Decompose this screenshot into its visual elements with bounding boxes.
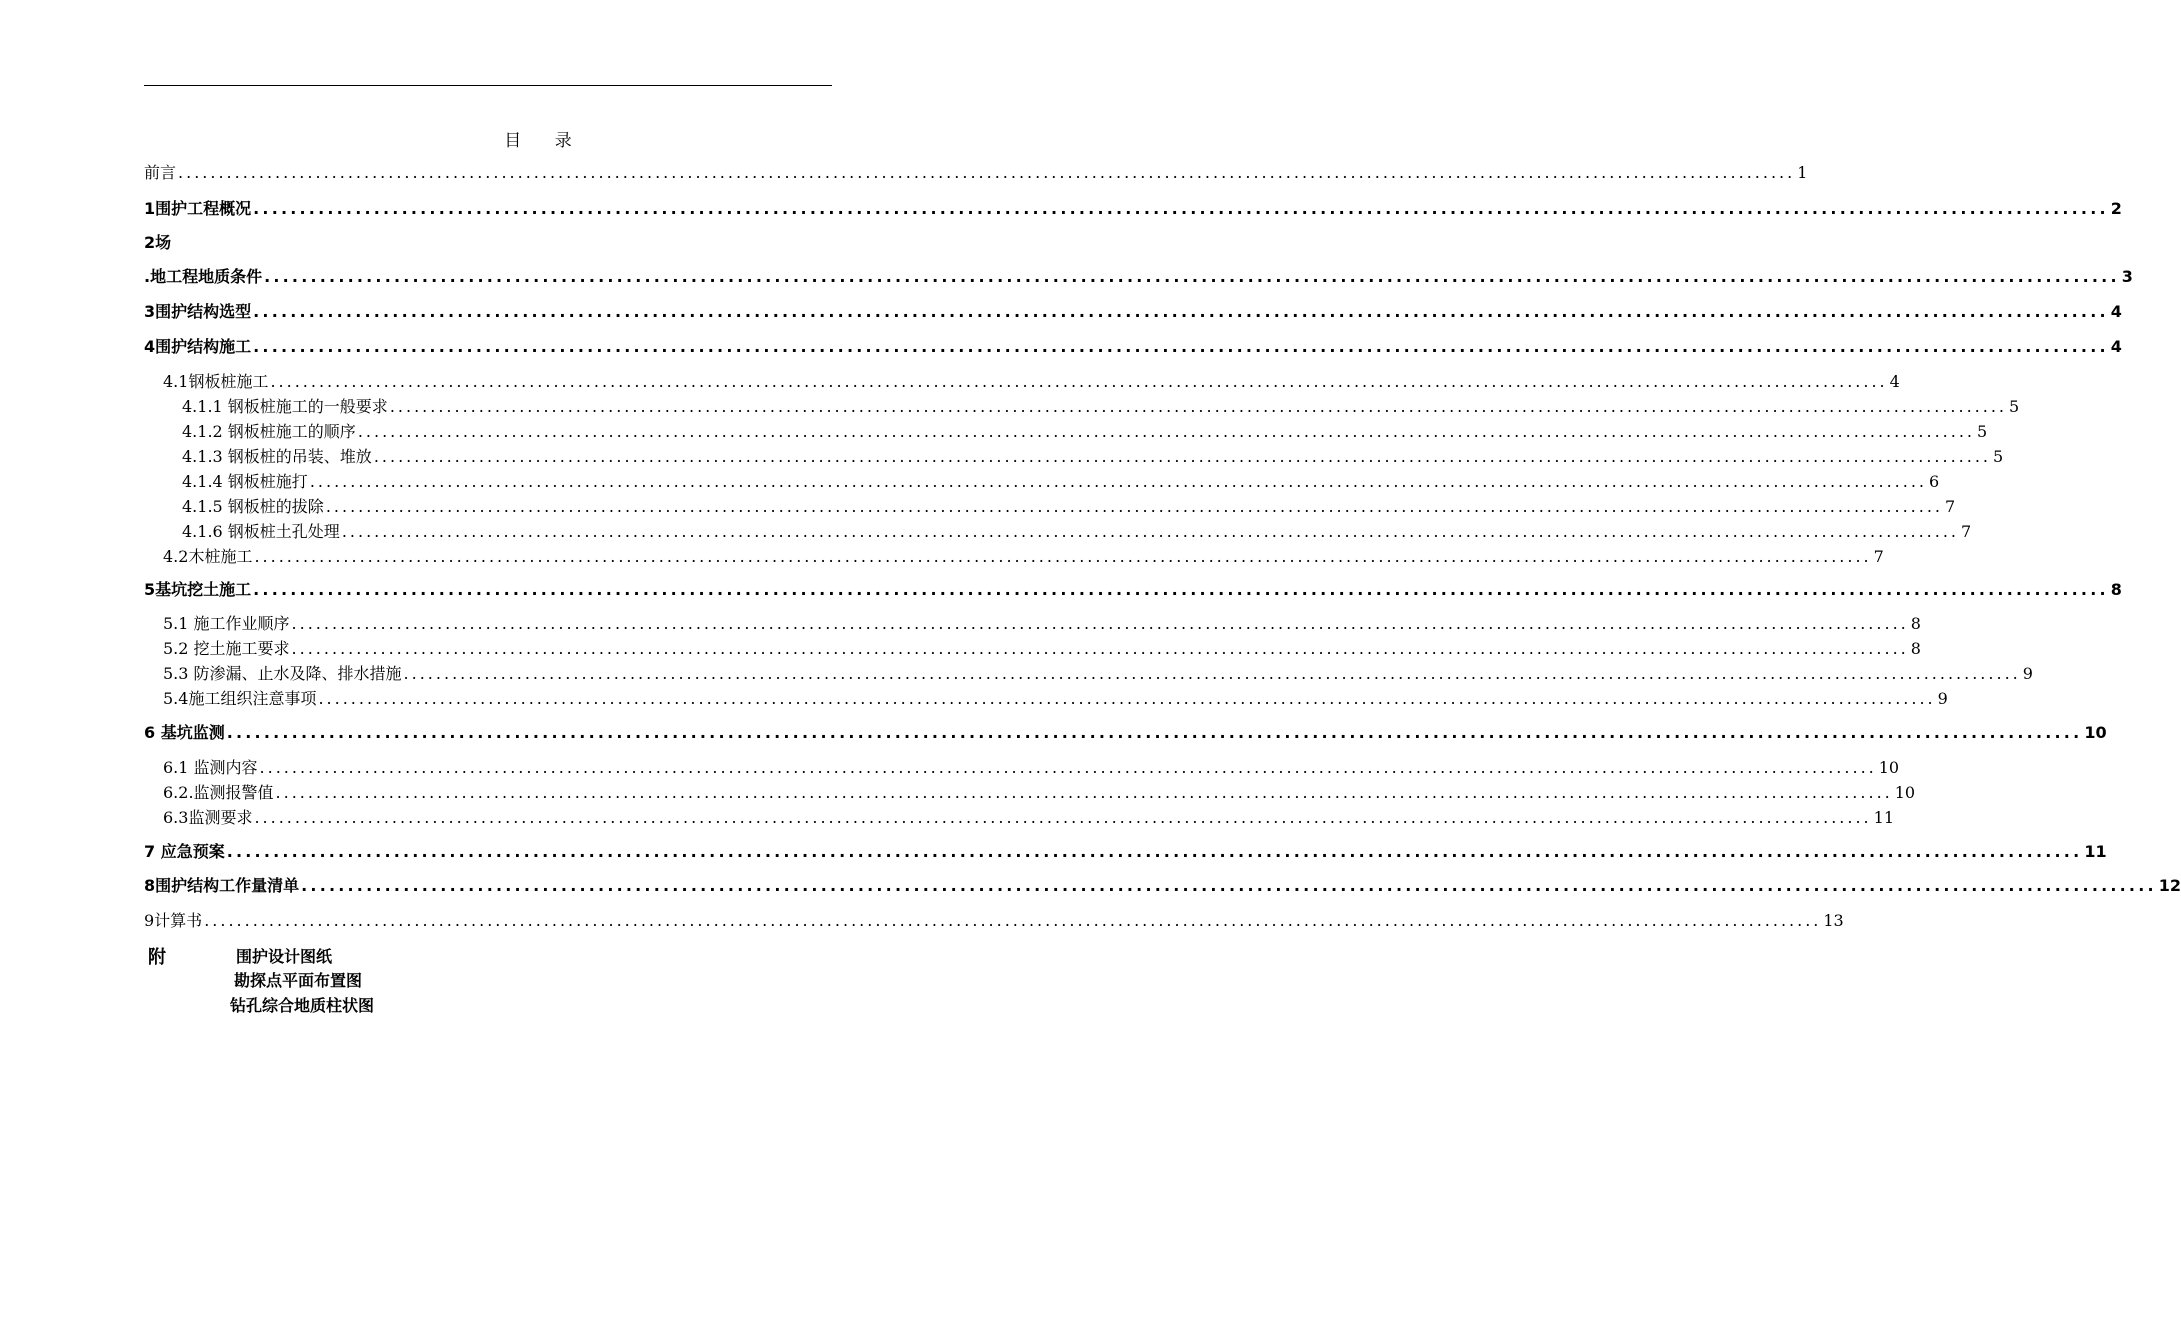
toc-entry-page-number: 7 — [1945, 497, 1956, 516]
toc-entry[interactable] — [163, 369, 1900, 392]
toc-entry-page-number: 11 — [2084, 842, 2107, 861]
toc-entry-page-number: 5 — [1993, 447, 2004, 466]
toc-leader-dots: ........................................................................................................................................................................................................ — [301, 876, 2157, 895]
toc-entry-label: .地工程地质条件 — [144, 267, 263, 286]
toc-entry-page-number: 10 — [1894, 783, 1916, 802]
toc-entry-label: 2场 — [144, 233, 172, 252]
toc-entry-page-number: 2 — [2110, 199, 2122, 218]
toc-leader-dots: ........................................................................................................................................................................................................ — [270, 372, 1888, 391]
toc-entry-label: 4.2木桩施工 — [163, 547, 253, 566]
toc-entry[interactable] — [144, 720, 2107, 743]
toc-entry-label: 9计算书 — [144, 911, 203, 930]
toc-entry[interactable] — [163, 611, 1921, 634]
toc-leader-dots: ........................................................................................................................................................................................................ — [204, 911, 1822, 930]
toc-entry[interactable] — [163, 544, 1884, 567]
toc-leader-dots: ........................................................................................................................................................................................................ — [259, 758, 1877, 777]
toc-entry-label: 5基坑挖土施工 — [144, 580, 252, 599]
toc-leader-dots: ........................................................................................................................................................................................................ — [325, 497, 1943, 516]
toc-entry-label: 8围护结构工作量清单 — [144, 876, 300, 895]
toc-entry-page-number: 8 — [1910, 639, 1921, 658]
toc-entry-label: 4围护结构施工 — [144, 337, 252, 356]
appendix-item-borehole-column: 钻孔综合地质柱状图 — [230, 996, 375, 1015]
toc-entry-label: 4.1.3 钢板桩的吊装、堆放 — [182, 447, 372, 466]
toc-entry-page-number: 4 — [2110, 337, 2122, 356]
toc-entry-label: 4.1.6 钢板桩土孔处理 — [182, 522, 340, 541]
toc-entry-label: 6 基坑监测 — [144, 723, 225, 742]
toc-entry[interactable] — [182, 419, 1988, 442]
toc-entry[interactable] — [144, 230, 832, 253]
toc-title: 目 录 — [504, 131, 586, 151]
toc-entry-page-number: 9 — [2022, 664, 2033, 683]
toc-entry[interactable] — [144, 873, 2181, 896]
toc-leader-dots: ........................................................................................................................................................................................................ — [389, 397, 2007, 416]
toc-entry-page-number: 11 — [1873, 808, 1894, 827]
toc-leader-dots: ........................................................................................................................................................................................................ — [226, 842, 2083, 861]
toc-entry-label: 4.1.1 钢板桩施工的一般要求 — [182, 397, 388, 416]
toc-leader-dots: ........................................................................................................................................................................................................ — [341, 522, 1959, 541]
toc-entry-page-number: 10 — [2084, 723, 2107, 742]
toc-leader-dots: ........................................................................................................................................................................................................ — [253, 580, 2109, 599]
toc-entry-label: 7 应急预案 — [144, 842, 225, 861]
toc-entry-page-number: 6 — [1929, 472, 1940, 491]
toc-entry-page-number: 5 — [2009, 397, 2020, 416]
toc-leader-dots: ........................................................................................................................................................................................................ — [373, 447, 1991, 466]
toc-leader-dots: ........................................................................................................................................................................................................ — [309, 472, 1927, 491]
appendix-item-design-drawings: 围护设计图纸 — [236, 947, 333, 966]
toc-entry-page-number: 5 — [1977, 422, 1988, 441]
toc-entry[interactable] — [182, 469, 1940, 492]
toc-entry[interactable] — [163, 755, 1900, 778]
toc-entry[interactable] — [182, 394, 2020, 417]
toc-leader-dots: ........................................................................................................................................................................................................ — [291, 639, 1909, 658]
toc-leader-dots: ........................................................................................................................................................................................................ — [253, 302, 2109, 321]
toc-entry[interactable] — [163, 780, 1916, 803]
toc-leader-dots: ........................................................................................................................................................................................................ — [178, 163, 1796, 182]
toc-entry-label: 4.1.2 钢板桩施工的顺序 — [182, 422, 356, 441]
toc-leader-dots: ........................................................................................................................................................................................................ — [275, 783, 1893, 802]
toc-entry[interactable] — [144, 264, 2133, 287]
toc-entry-label: 3围护结构选型 — [144, 302, 252, 321]
toc-entry[interactable] — [163, 686, 1948, 709]
toc-entry-page-number: 10 — [1878, 758, 1900, 777]
toc-entry[interactable] — [182, 494, 1956, 517]
toc-entry-page-number: 13 — [1823, 911, 1844, 930]
toc-leader-dots: ........................................................................................................................................................................................................ — [264, 267, 2120, 286]
toc-entry-page-number: 4 — [2110, 302, 2122, 321]
toc-leader-dots: ........................................................................................................................................................................................................ — [253, 337, 2109, 356]
toc-leader-dots: ........................................................................................................................................................................................................ — [254, 547, 1872, 566]
toc-entry-label: 6.1 监测内容 — [163, 758, 258, 777]
toc-entry-label: 1围护工程概况 — [144, 199, 252, 218]
toc-entry[interactable] — [144, 908, 1844, 931]
toc-entry[interactable] — [182, 519, 1972, 542]
toc-entry[interactable] — [144, 839, 2107, 862]
toc-entry-label: 4.1.5 钢板桩的拔除 — [182, 497, 324, 516]
appendix-item-survey-layout: 勘探点平面布置图 — [234, 971, 363, 990]
appendix-label: 附 — [148, 947, 166, 968]
toc-entry-page-number: 7 — [1961, 522, 1972, 541]
toc-entry-page-number: 8 — [1910, 614, 1921, 633]
toc-entry-page-number: 12 — [2158, 876, 2181, 895]
toc-entry[interactable] — [144, 577, 2122, 600]
toc-entry-label: 6.2.监测报警值 — [163, 783, 274, 802]
toc-entry-label: 5.2 挖土施工要求 — [163, 639, 290, 658]
toc-entry-label: 4.1.4 钢板桩施打 — [182, 472, 308, 491]
toc-entry-page-number: 1 — [1797, 163, 1808, 182]
toc-leader-dots: ........................................................................................................................................................................................................ — [226, 723, 2083, 742]
toc-entry[interactable] — [144, 196, 2122, 219]
toc-entry[interactable] — [144, 299, 2122, 322]
toc-entry[interactable] — [144, 160, 1808, 183]
toc-entry[interactable] — [163, 661, 2033, 684]
toc-entry-page-number: 8 — [2110, 580, 2122, 599]
toc-entry-label: 5.4施工组织注意事项 — [163, 689, 317, 708]
toc-leader-dots: ........................................................................................................................................................................................................ — [357, 422, 1975, 441]
toc-leader-dots: ........................................................................................................................................................................................................ — [254, 808, 1872, 827]
toc-entry-label: 6.3监测要求 — [163, 808, 253, 827]
header-rule — [144, 85, 832, 86]
toc-leader-dots: ........................................................................................................................................................................................................ — [318, 689, 1936, 708]
toc-entry-label: 前言 — [144, 163, 177, 182]
toc-entry-label: 4.1钢板桩施工 — [163, 372, 269, 391]
toc-entry-label: 5.3 防渗漏、止水及降、排水措施 — [163, 664, 402, 683]
toc-entry[interactable] — [163, 805, 1894, 828]
toc-leader-dots: ........................................................................................................................................................................................................ — [291, 614, 1909, 633]
toc-entry-page-number: 7 — [1873, 547, 1884, 566]
toc-entry-page-number: 4 — [1889, 372, 1900, 391]
toc-entry-page-number: 3 — [2121, 267, 2133, 286]
toc-leader-dots: ........................................................................................................................................................................................................ — [253, 199, 2109, 218]
toc-leader-dots: ........................................................................................................................................................................................................ — [403, 664, 2021, 683]
toc-entry[interactable] — [144, 334, 2122, 357]
toc-entry-page-number: 9 — [1937, 689, 1948, 708]
toc-entry[interactable] — [182, 444, 2004, 467]
toc-entry[interactable] — [163, 636, 1921, 659]
toc-entry-label: 5.1 施工作业顺序 — [163, 614, 290, 633]
